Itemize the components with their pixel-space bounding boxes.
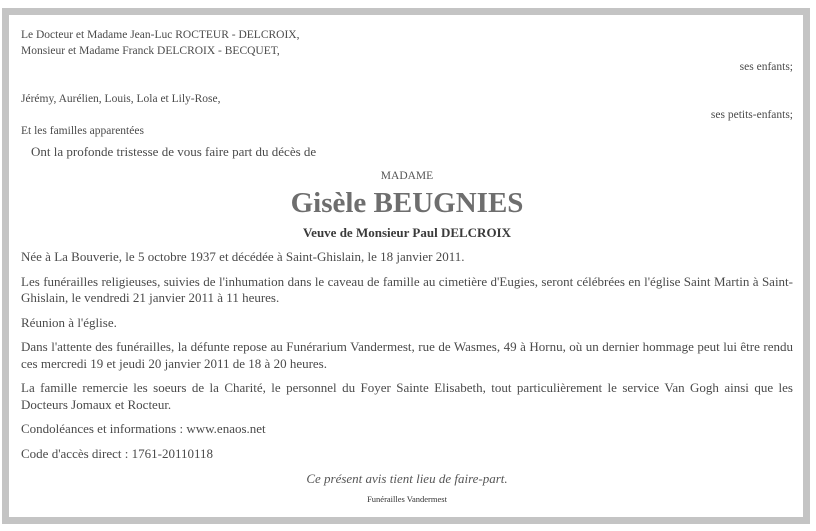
obituary-content <box>21 27 793 504</box>
widow-of: Veuve de Monsieur Paul DELCROIX <box>302 225 512 240</box>
grandchildren-line: Jérémy, Aurélien, Louis, Lola et Lily-Rose, <box>21 93 221 105</box>
gathering-paragraph: Réunion à l'église. <box>21 314 117 330</box>
deceased-name: Gisèle BEUGNIES <box>290 187 524 219</box>
children-line-1: Le Docteur et Madame Jean-Luc ROCTEUR - DELCROIX, <box>21 29 300 41</box>
children-label: ses enfants; <box>739 61 793 73</box>
access-code-paragraph: Code d'accès direct : 1761-20110118 <box>21 445 213 461</box>
condolences-paragraph: Condoléances et informations : www.enaos.net <box>21 421 266 436</box>
grandchildren-label: ses petits-enfants; <box>710 109 793 121</box>
obituary-frame <box>2 8 810 524</box>
relatives-line: Et les familles apparentées <box>21 125 144 137</box>
honorific: MADAME <box>380 170 434 182</box>
funerarium-paragraph: Dans l'attente des funérailles, la défunte repose au Funérarium Vandermest, rue de Wasmes, 49 à Hornu, où un dernier hommage peut lui être rendu ces mercredi 19 et jeudi 20 janvier 2011 de 18 à 20 heures. <box>21 339 793 371</box>
birth-death-paragraph: Née à La Bouverie, le 5 octobre 1937 et décédée à Saint-Ghislain, le 18 janvier 2011. <box>21 249 465 264</box>
funeral-home-signature: Funérailles Vandermest <box>367 494 447 504</box>
announcement-intro: Ont la profonde tristesse de vous faire part du décès de <box>31 144 317 159</box>
notice-text: Ce présent avis tient lieu de faire-part. <box>306 471 508 486</box>
spacer <box>21 75 793 91</box>
children-line-2: Monsieur et Madame Franck DELCROIX - BECQUET, <box>21 45 280 57</box>
funeral-paragraph: Les funérailles religieuses, suivies de l'inhumation dans le caveau de famille au cimetière d'Eugies, seront célébrées en l'église Saint Martin à Saint-Ghislain, le vendredi 21 janvier 2011 à 11 heures. <box>21 273 793 305</box>
thanks-paragraph: La famille remercie les soeurs de la Charité, le personnel du Foyer Sainte Elisabeth, tout particulièrement le service Van Gogh ainsi que les Docteurs Jomaux et Rocteur. <box>21 380 793 412</box>
